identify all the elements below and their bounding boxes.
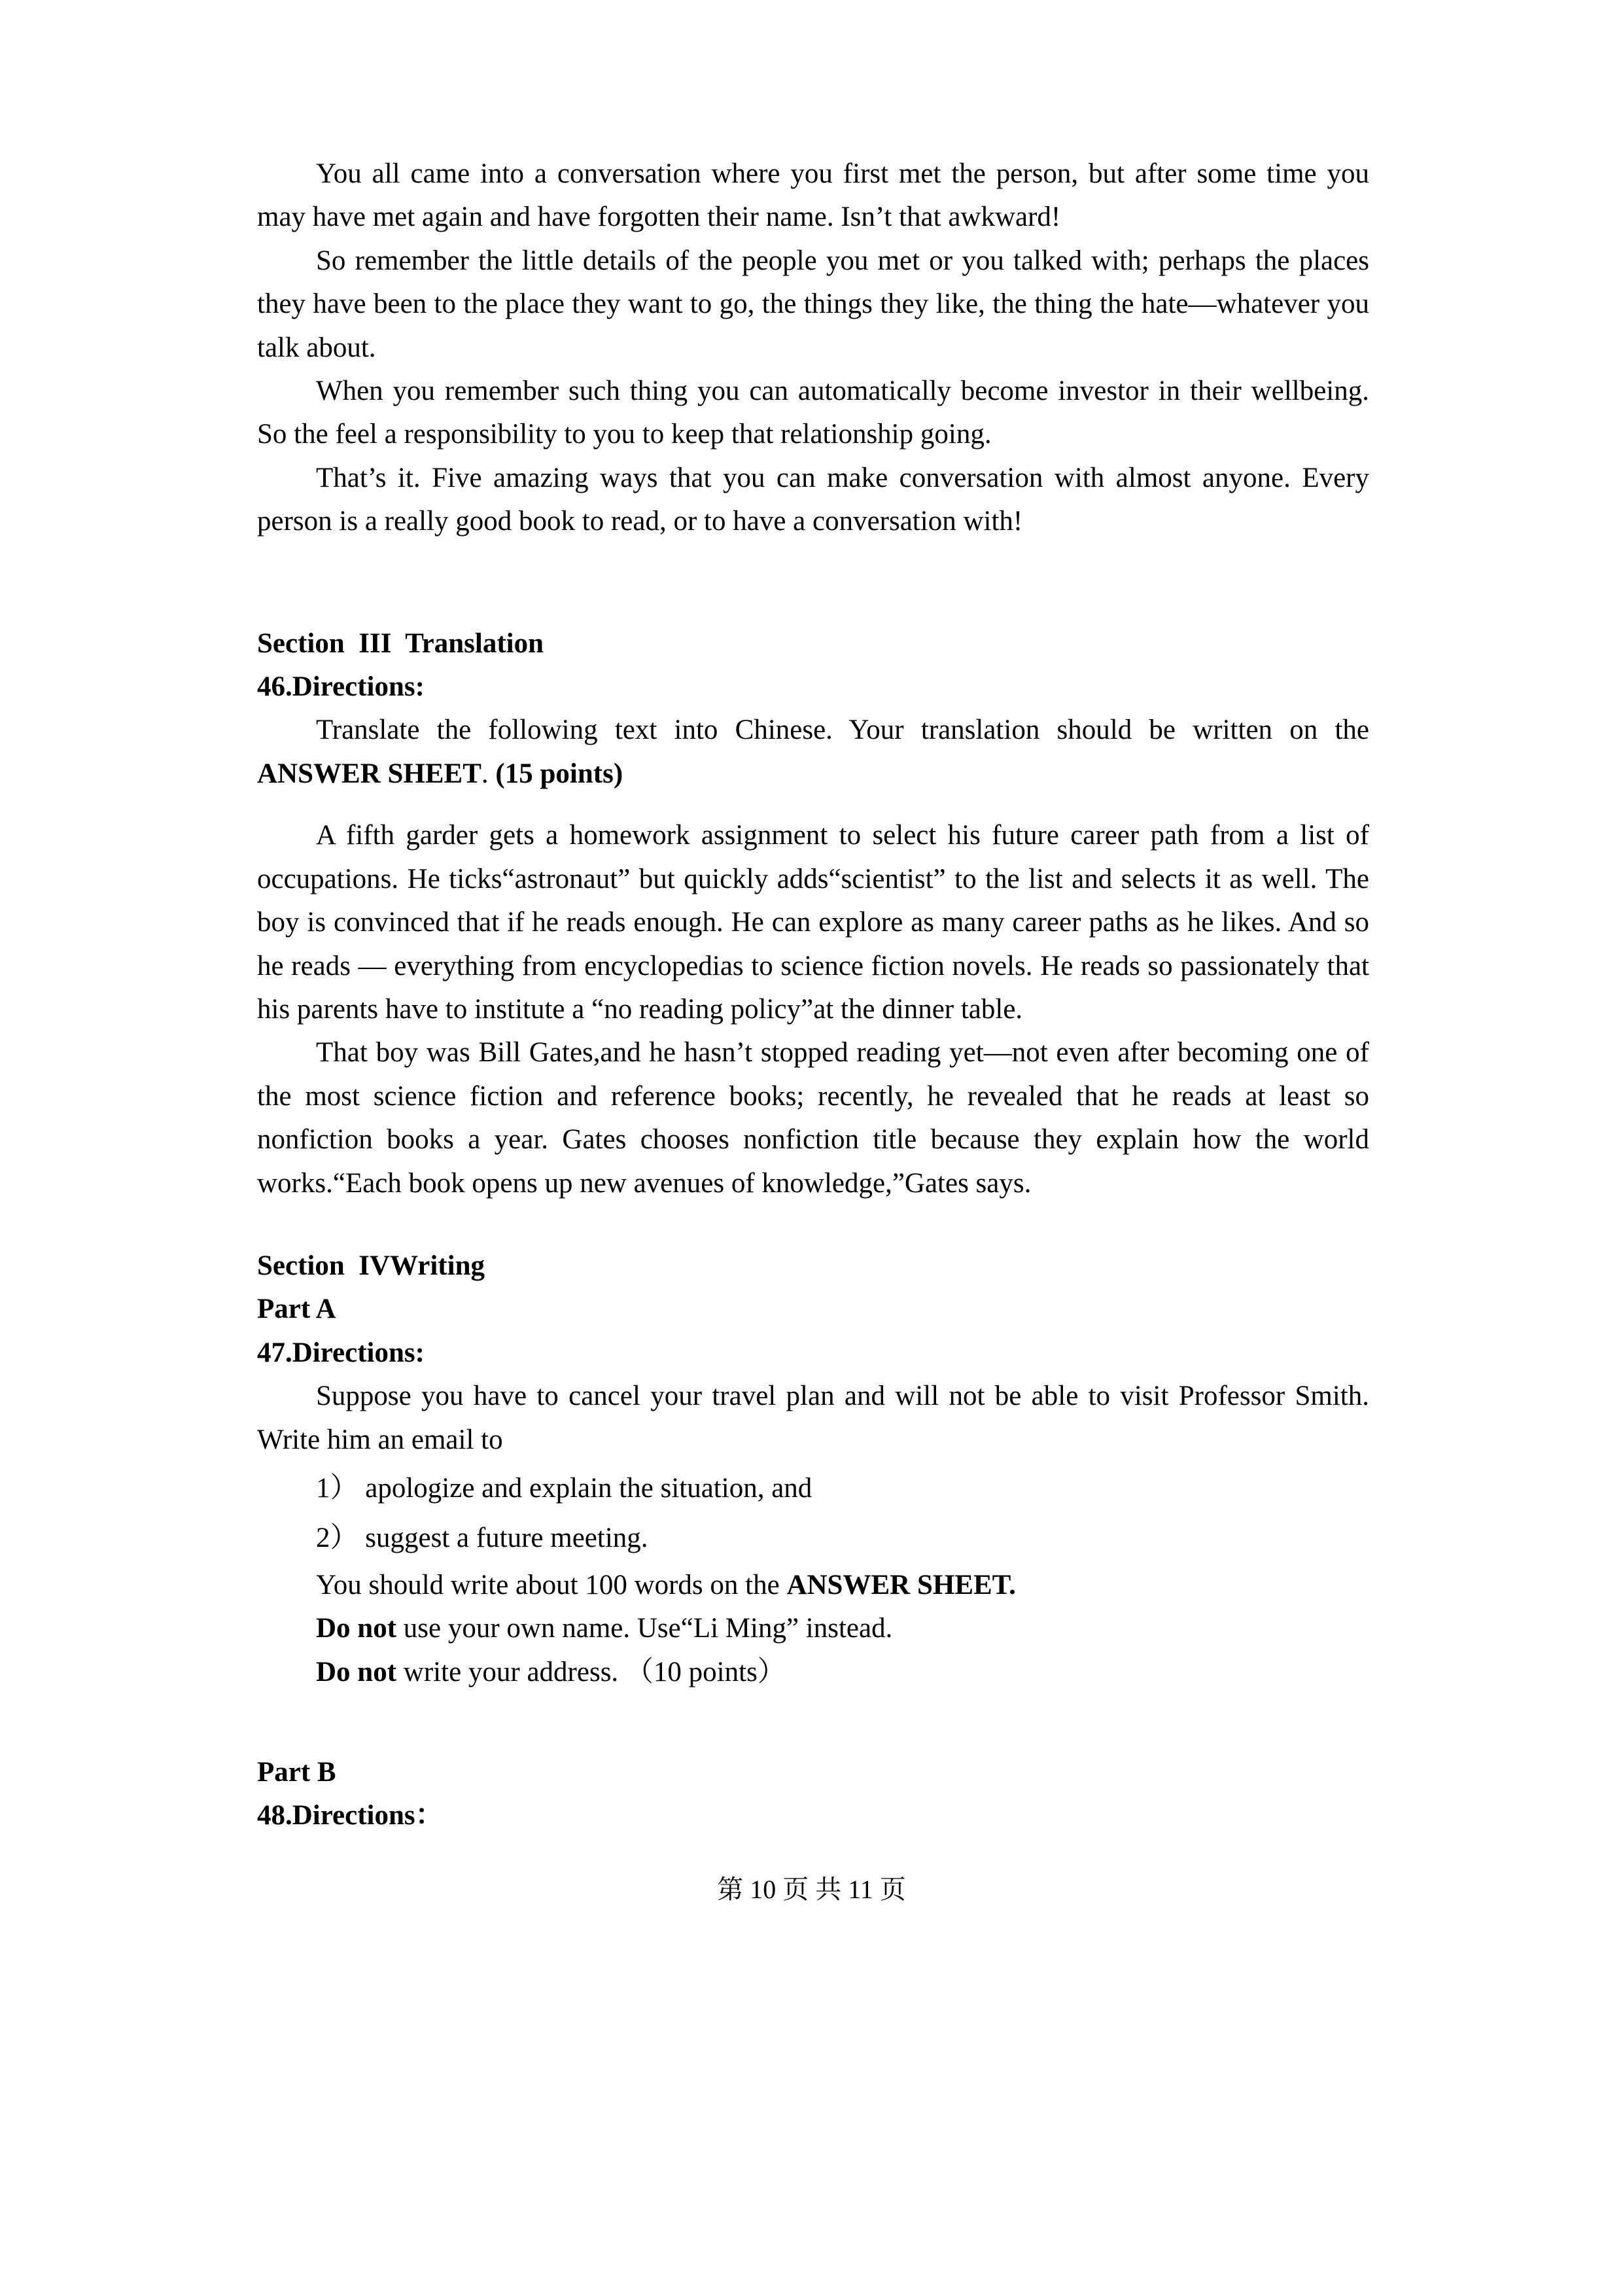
text-run: write your address. （10 points） [396, 1656, 786, 1687]
q48-directions-label: 48.Directions： [257, 1800, 444, 1831]
q47-directions-label: 47.Directions: [257, 1337, 425, 1368]
page-body [257, 152, 1369, 1838]
page-number-footer: 第 10 页 共 11 页 [717, 1875, 906, 1904]
part-b-label: Part B [257, 1757, 336, 1788]
task-list-item-1: 1） apologize and explain the situation, and [316, 1472, 812, 1504]
address-note [257, 1651, 1369, 1694]
name-note [257, 1607, 1369, 1650]
bold-text-run: Do not [316, 1613, 397, 1644]
part-a-label: Part A [257, 1294, 336, 1325]
intro-paragraph-2: So remember the little details of the people you met or you talked with; perhaps the places they have been to the place they want to go, the things they like, the thing the hate—whatever you talk about. [257, 245, 1369, 363]
intro-paragraph-3: When you remember such thing you can automatically become investor in their wellbeing. So the feel a responsibility to you to keep that relationship going. [257, 376, 1369, 450]
intro-paragraph-1: You all came into a conversation where you first met the person, but after some time you may have met again and have forgotten their name. Isn’t that awkward! [257, 158, 1369, 233]
q47-directions-text: Suppose you have to cancel your travel plan and will not be able to visit Professor Smith. Write him an email to [257, 1381, 1369, 1455]
q46-directions-label: 46.Directions: [257, 671, 425, 703]
section-3-heading: Section III Translation [257, 627, 544, 659]
section-4-heading: Section IVWriting [257, 1250, 485, 1281]
q46-directions-text [257, 709, 1369, 796]
word-count-note [257, 1564, 1369, 1607]
text-run: Translate the following text into Chinese. Your translation should be written on the [316, 715, 1369, 746]
bold-text-run: Do not [316, 1656, 397, 1687]
text-run: You should write about 100 words on the [316, 1569, 787, 1600]
text-run: use your own name. Use“Li Ming” instead. [396, 1613, 893, 1644]
intro-paragraph-4: That’s it. Five amazing ways that you can make conversation with almost anyone. Every person is a really good book to read, or to have a conversation with! [257, 462, 1369, 537]
text-run: . [481, 758, 496, 789]
bold-text-run: ANSWER SHEET. [786, 1569, 1016, 1600]
task-list-item-2: 2） suggest a future meeting. [316, 1523, 648, 1554]
translation-passage-paragraph-1: A fifth garder gets a homework assignment to select his future career path from a list of occupations. He ticks“astronaut” but quickly adds“scientist” to the list and selects it as well. The boy is convinced that if he reads enough. He can explore as many career paths as he likes. And so he reads — everything from encyclopedias to science fiction novels. He reads so passionately that his parents have to institute a “no reading policy”at the dinner table. [257, 820, 1369, 1025]
translation-passage-paragraph-2: That boy was Bill Gates,and he hasn’t stopped reading yet—not even after becoming one of the most science fiction and reference books; recently, he revealed that he reads at least so nonfiction books a year. Gates chooses nonfiction title because they explain how the world works.“Each book opens up new avenues of knowledge,”Gates says. [257, 1037, 1369, 1199]
bold-text-run: ANSWER SHEET [257, 758, 481, 789]
bold-text-run: (15 points) [495, 758, 623, 789]
